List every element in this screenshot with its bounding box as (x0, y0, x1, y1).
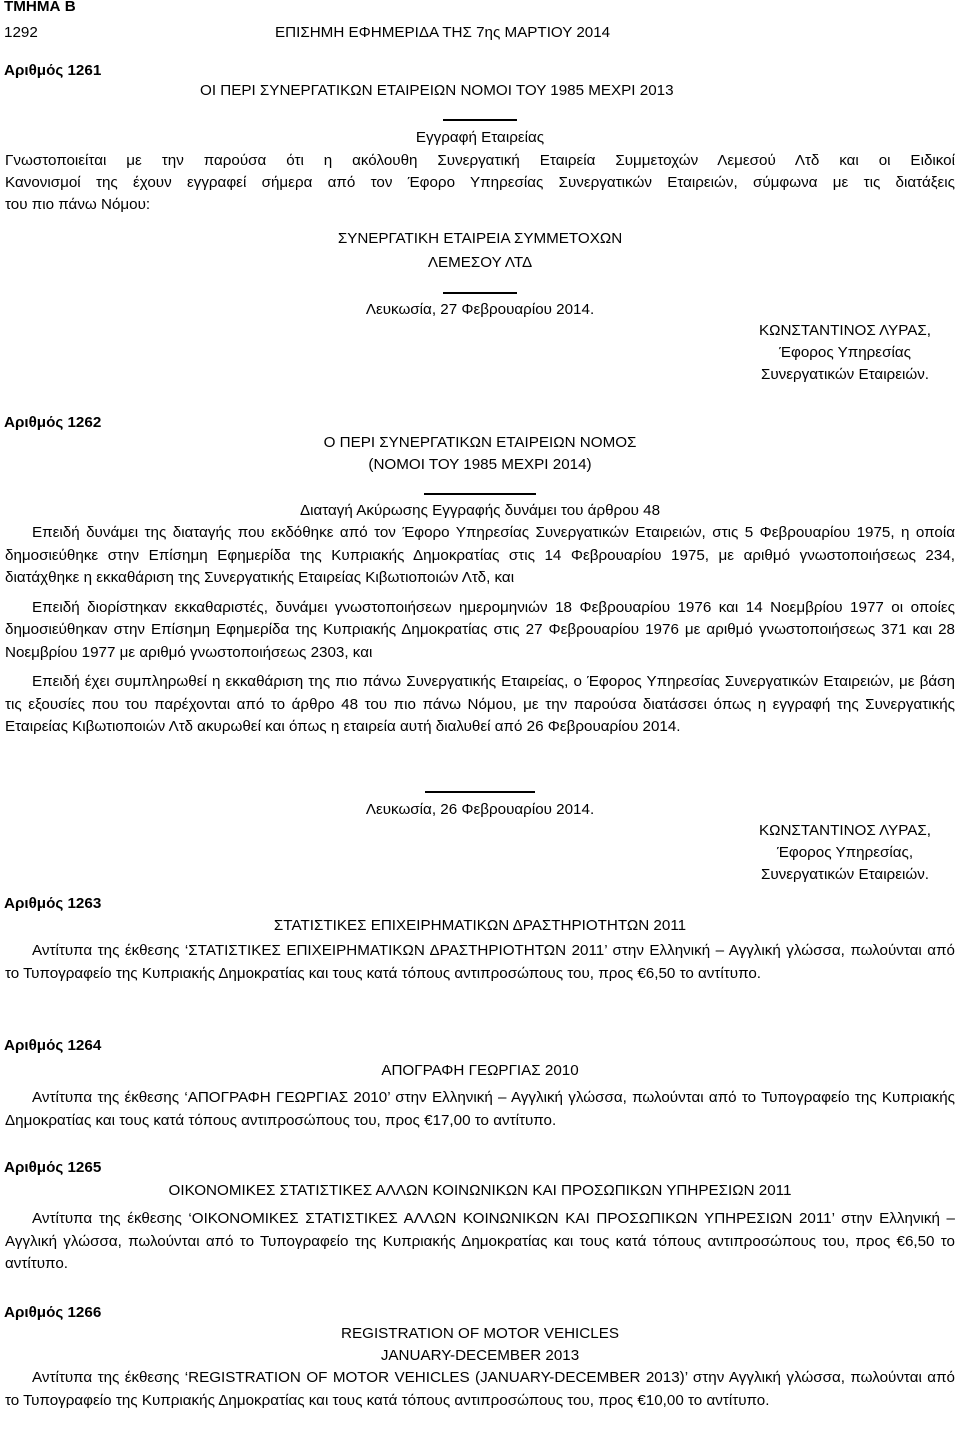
divider (443, 119, 517, 121)
signatory-name: ΚΩΝΣΤΑΝΤΙΝΟΣ ΛΥΡΑΣ, (758, 322, 932, 339)
notice-1261-date: Λευκωσία, 27 Φεβρουαρίου 2014. (365, 301, 595, 318)
paragraph: Αντίτυπα της έκθεσης ‘ΟΙΚΟΝΟΜΙΚΕΣ ΣΤΑΤΙΣΤΙΚΕΣ ΑΛΛΩΝ ΚΟΙΝΩΝΙΚΩΝ ΚΑΙ ΠΡΟΣΩΠΙΚΩΝ ΥΠΗΡΕΣΙΩΝ 2011’ στην Ελληνική – Αγγλική γλώσσα, πωλούνται από το Τυπογραφείο της Κυπριακής Δημοκρατίας και τους κατά τόπους αντιπροσώπους του, προς €6,50 το αντίτυπο. (5, 1210, 955, 1272)
notice-1261-signature (730, 320, 960, 386)
signatory-name: ΚΩΝΣΤΑΝΤΙΝΟΣ ΛΥΡΑΣ, (758, 822, 932, 839)
notice-1261-line2: Κανονισμοί της έχουν εγγραφεί σήμερα από τον Έφορο Υπηρεσίας Συνεργατικών Εταιρειών, σύμφωνα με τις διατάξεις (5, 174, 955, 191)
notice-1263-title: ΣΤΑΤΙΣΤΙΚΕΣ ΕΠΙΧΕΙΡΗΜΑΤΙΚΩΝ ΔΡΑΣΤΗΡΙΟΤΗΤΩΝ 2011 (273, 917, 687, 934)
paragraph: Επειδή διορίστηκαν εκκαθαριστές, δυνάμει γνωστοποιήσεων ημερομηνιών 18 Φεβρουαρίου 1976 και 14 Νοεμβρίου 1977 οι οποίες δημοσιεύθηκαν στην Επίσημη Εφημερίδα της Κυπριακής Δημοκρατίας στις 27 Φεβρουαρίου 1976 με αριθμό γνωστοποιήσεως 371 και 28 Νοεμβρίου 1977 με αριθμό γνωστοποιήσεως 2303, και (5, 598, 955, 661)
notice-1266-body (5, 1367, 955, 1412)
notice-1262-law: Ο ΠΕΡΙ ΣΥΝΕΡΓΑΤΙΚΩΝ ΕΤΑΙΡΕΙΩΝ ΝΟΜΟΣ (323, 434, 637, 451)
paragraph: Επειδή δυνάμει της διαταγής που εκδόθηκε από τον Έφορο Υπηρεσίας Συνεργατικών Εταιρειών, στις 5 Φεβρουαρίου 1975, η οποία δημοσιεύθηκε στην Επίσημη Εφημερίδα της Κυπριακής Δημοκρατίας στις 14 Φεβρουαρίου 1975, με αριθμό γνωστοποιήσεως 234, διατάχθηκε η εκκαθάριση της Συνεργατικής Εταιρείας Κιβωτιοποιών Λτδ, και (5, 524, 955, 586)
paragraph: Αντίτυπα της έκθεσης ‘ΑΠΟΓΡΑΦΗ ΓΕΩΡΓΙΑΣ 2010’ στην Ελληνική – Αγγλική γλώσσα, πωλούνται από το Τυπογραφείο της Κυπριακής Δημοκρατίας και τους κατά τόπους αντιπροσώπους του, προς €17,00 το αντίτυπο. (5, 1089, 955, 1129)
notice-1264-body (5, 1087, 955, 1132)
notice-1261-label: Αριθμός 1261 (4, 62, 102, 79)
notice-1262-label: Αριθμός 1262 (4, 414, 102, 431)
notice-1264-label: Αριθμός 1264 (4, 1037, 102, 1054)
notice-1266-title: REGISTRATION OF MOTOR VEHICLES (341, 1325, 619, 1342)
notice-1261-line3: του πιο πάνω Νόμου: (5, 196, 151, 213)
notice-1262-signature (730, 820, 960, 886)
gazette-header: ΕΠΙΣΗΜΗ ΕΦΗΜΕΡΙΔΑ ΤΗΣ 7ης ΜΑΡΤΙΟΥ 2014 (275, 24, 611, 41)
notice-1265-label: Αριθμός 1265 (4, 1159, 102, 1176)
divider (443, 292, 517, 294)
notice-1265-body (5, 1208, 955, 1276)
notice-1263-body (5, 940, 955, 985)
notice-1262-subtitle: Διαταγή Ακύρωσης Εγγραφής δυνάμει του άρθρου 48 (299, 502, 661, 519)
notice-1266-subtitle: JANUARY-DECEMBER 2013 (380, 1347, 580, 1364)
paragraph: Επειδή έχει συμπληρωθεί η εκκαθάριση της πιο πάνω Συνεργατικής Εταιρείας, ο Έφορος Υπηρεσίας Συνεργατικών Εταιρειών, με βάση τις εξουσίες που του παρέχονται από το άρθρο 48 του πιο πάνω Νόμου, με την παρούσα διατάσσει όπως η εγγραφή της Συνεργατικής Εταιρείας Κιβωτιοποιών Λτδ ακυρωθεί και όπως η εταιρεία αυτή διαλυθεί από 26 Φεβρουαρίου 2014. (5, 673, 955, 735)
notice-1262-date: Λευκωσία, 26 Φεβρουαρίου 2014. (365, 801, 595, 818)
signatory-title: Συνεργατικών Εταιρειών. (760, 366, 930, 383)
notice-1266-label: Αριθμός 1266 (4, 1304, 102, 1321)
notice-1261-law: ΟΙ ΠΕΡΙ ΣΥΝΕΡΓΑΤΙΚΩΝ ΕΤΑΙΡΕΙΩΝ ΝΟΜΟΙ ΤΟΥ 1985 ΜΕΧΡΙ 2013 (200, 82, 674, 99)
signatory-title: Έφορος Υπηρεσίας (779, 344, 911, 361)
notice-1261-company-line2: ΛΕΜΕΣΟΥ ΛΤΔ (427, 254, 533, 271)
divider (425, 791, 535, 793)
notice-1261-line1: Γνωστοποιείται με την παρούσα ότι η ακόλουθη Συνεργατική Εταιρεία Συμμετοχών Λεμεσού Λτδ και οι Ειδικοί (5, 152, 955, 169)
section-label: ΤΜΗΜΑ Β (4, 0, 76, 15)
notice-1263-label: Αριθμός 1263 (4, 895, 102, 912)
page-number: 1292 (4, 24, 38, 41)
notice-1261-subtitle: Εγγραφή Εταιρείας (415, 129, 545, 146)
signatory-title: Έφορος Υπηρεσίας, (776, 844, 914, 861)
notice-1262-law-years: (ΝΟΜΟΙ ΤΟΥ 1985 ΜΕΧΡΙ 2014) (368, 456, 592, 473)
paragraph: Αντίτυπα της έκθεσης ‘ΣΤΑΤΙΣΤΙΚΕΣ ΕΠΙΧΕΙΡΗΜΑΤΙΚΩΝ ΔΡΑΣΤΗΡΙΟΤΗΤΩΝ 2011’ στην Ελληνική – Αγγλική γλώσσα, πωλούνται από το Τυπογραφείο της Κυπριακής Δημοκρατίας και τους κατά τόπους αντιπροσώπους του, προς €6,50 το αντίτυπο. (5, 942, 955, 982)
notice-1261-company-line1: ΣΥΝΕΡΓΑΤΙΚΗ ΕΤΑΙΡΕΙΑ ΣΥΜΜΕΤΟΧΩΝ (337, 230, 623, 247)
notice-1265-title: ΟΙΚΟΝΟΜΙΚΕΣ ΣΤΑΤΙΣΤΙΚΕΣ ΑΛΛΩΝ ΚΟΙΝΩΝΙΚΩΝ ΚΑΙ ΠΡΟΣΩΠΙΚΩΝ ΥΠΗΡΕΣΙΩΝ 2011 (168, 1182, 792, 1199)
signatory-title: Συνεργατικών Εταιρειών. (760, 866, 930, 883)
paragraph: Αντίτυπα της έκθεσης ‘REGISTRATION OF MOTOR VEHICLES (JANUARY-DECEMBER 2013)’ στην Αγγλική γλώσσα, πωλούνται από το Τυπογραφείο της Κυπριακής Δημοκρατίας και τους κατά τόπους αντιπροσώπους του, προς €10,00 το αντίτυπο. (5, 1369, 955, 1409)
notice-1262-body (5, 522, 955, 739)
notice-1264-title: ΑΠΟΓΡΑΦΗ ΓΕΩΡΓΙΑΣ 2010 (381, 1062, 579, 1079)
divider (424, 493, 536, 495)
